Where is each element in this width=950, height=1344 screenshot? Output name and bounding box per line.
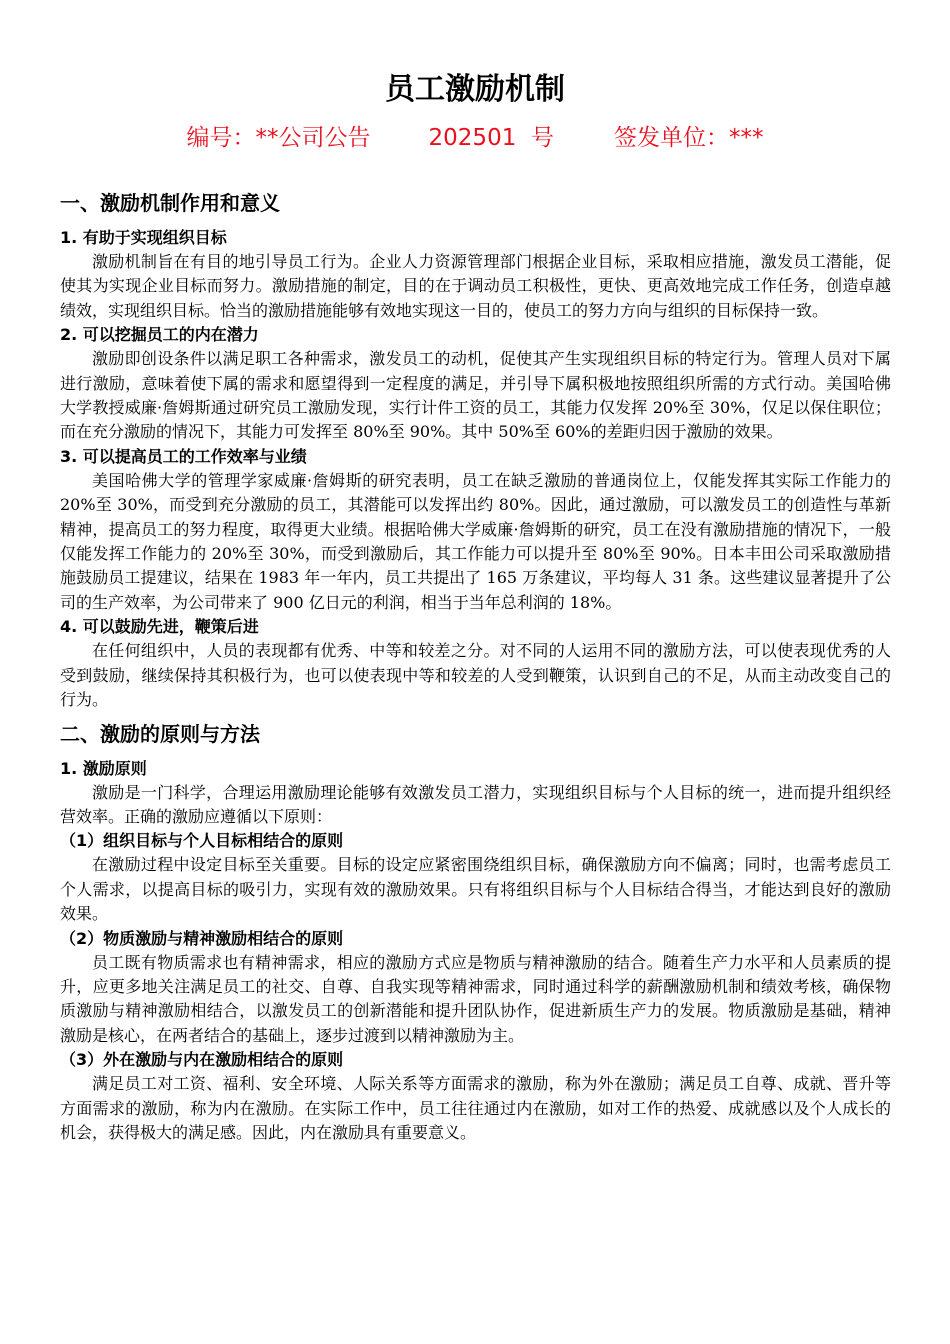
principle-heading: （2）物质激励与精神激励相结合的原则 [60, 928, 344, 948]
principle-paragraph: 员工既有物质需求也有精神需求，相应的激励方式应是物质与精神激励的结合。随着生产力水平和人员素质的提升，应更多地关注满足员工的社交、自尊、自我实现等精神需求，同时通过科学的薪酬激励机制和绩效考核，确保物质激励与精神激励相结合，以激发员工的创新潜能和提升团队协作，促进新质生产力的发展。物质激励是基础，精神激励是核心，在两者结合的基础上，逐步过渡到以精神激励为主。 [60, 952, 891, 1045]
item-paragraph: 在任何组织中，人员的表现都有优秀、中等和较差之分。对不同的人运用不同的激励方法，可以使表现优秀的人受到鼓励，继续保持其积极行为，也可以使表现中等和较差的人受到鞭策，认识到自己的不足，从而主动改变自己的行为。 [60, 641, 891, 710]
section-heading-1: 一、激励机制作用和意义 [60, 191, 280, 215]
item-paragraph: 美国哈佛大学的管理学家威廉·詹姆斯的研究表明，员工在缺乏激励的普通岗位上，仅能发挥其实际工作能力的 20%至 30%，而受到充分激励的员工，其潜能可以发挥出约 80%。因此，通过激励，可以激发员工的创造性与革新精神，提高员工的努力程度，取得更大业绩。根据哈佛大学威廉·詹姆斯的研究，员工在没有激励措施的情况下，一般仅能发挥工作能力的 20%至 30%，而受到激励后，其工作能力可以提升至 80%至 90%。日本丰田公司采取激励措施鼓励员工提建议，结果在 1983 年一年内，员工共提出了 165 万条建议，平均每人 31 条。这些建议显著提升了公司的生产效率，为公司带来了 900 亿日元的利润，相当于当年总利润的 18%。 [60, 470, 891, 612]
item-paragraph: 激励即创设条件以满足职工各种需求，激发员工的动机，促使其产生实现组织目标的特定行为。管理人员对下属进行激励，意味着使下属的需求和愿望得到一定程度的满足，并引导下属积极地按照组织所需的方式行动。美国哈佛大学教授威廉·詹姆斯通过研究员工激励发现，实行计件工资的员工，其能力仅发挥 20%至 30%，仅足以保住职位；而在充分激励的情况下，其能力可发挥至 80%至 90%。其中 50%至 60%的差距归因于激励的效果。 [60, 349, 891, 442]
principle-paragraph: 在激励过程中设定目标至关重要。目标的设定应紧密围绕组织目标，确保激励方向不偏离；同时，也需考虑员工个人需求，以提高目标的吸引力，实现有效的激励效果。只有将组织目标与个人目标结合得当，才能达到良好的激励效果。 [60, 855, 891, 924]
intro-paragraph: 激励是一门科学，合理运用激励理论能够有效激发员工潜力，实现组织目标与个人目标的统一，进而提升组织经营效率。正确的激励应遵循以下原则： [60, 782, 891, 826]
item-paragraph: 激励机制旨在有目的地引导员工行为。企业人力资源管理部门根据企业目标，采取相应措施，激发员工潜能，促使其为实现企业目标而努力。激励措施的制定，目的在于调动员工积极性，更快、更高效地完成工作任务，创造卓越绩效，实现组织目标。恰当的激励措施能够有效地实现这一目的，使员工的努力方向与组织的目标保持一致。 [60, 252, 891, 320]
document-body [60, 188, 891, 1145]
issuing-unit: 签发单位：*** [613, 125, 764, 151]
principle-heading: （3）外在激励与内在激励相结合的原则 [60, 1050, 344, 1070]
principle-heading: （1）组织目标与个人目标相结合的原则 [60, 831, 344, 851]
item-heading: 2. 可以挖掘员工的内在潜力 [60, 325, 259, 345]
document-subtitle [0, 122, 950, 154]
item-heading: 3. 可以提高员工的工作效率与业绩 [60, 446, 307, 466]
announcement-number: 编号：**公司公告 [186, 125, 371, 151]
section-heading-2: 二、激励的原则与方法 [60, 721, 260, 746]
issue-number: 202501 号 [428, 125, 554, 151]
document-title: 员工激励机制 [385, 72, 565, 107]
item-heading: 1. 有助于实现组织目标 [60, 228, 227, 247]
subsection-heading: 1. 激励原则 [60, 758, 147, 778]
item-heading: 4. 可以鼓励先进，鞭策后进 [60, 617, 259, 637]
principle-paragraph: 满足员工对工资、福利、安全环境、人际关系等方面需求的激励，称为外在激励；满足员工自尊、成就、晋升等方面需求的激励，称为内在激励。在实际工作中，员工往往通过内在激励，如对工作的热爱、成就感以及个人成长的机会，获得极大的满足感。因此，内在激励具有重要意义。 [60, 1074, 891, 1142]
